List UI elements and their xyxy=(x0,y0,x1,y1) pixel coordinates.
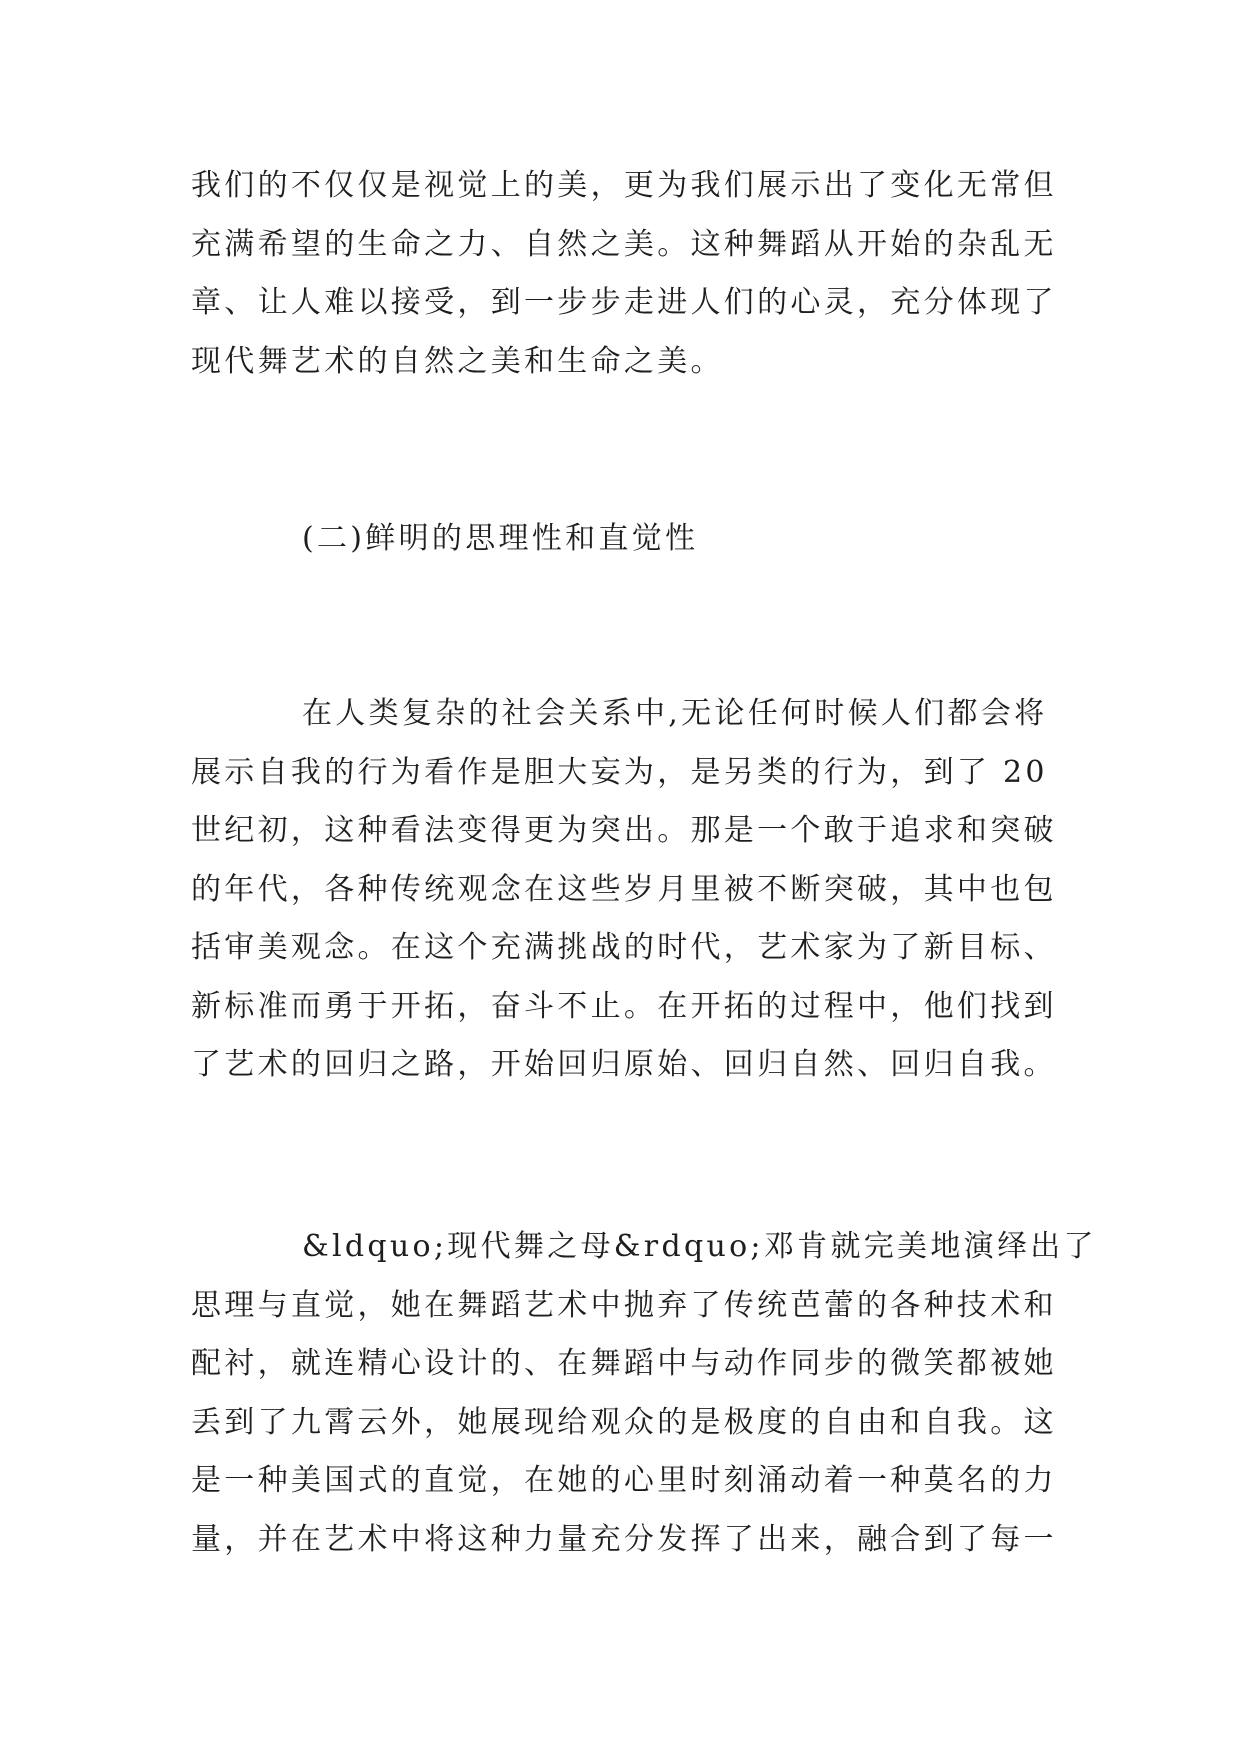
text-line: 思理与直觉，她在舞蹈艺术中抛弃了传统芭蕾的各种技术和 xyxy=(191,1287,1057,1323)
text-line: 括审美观念。在这个充满挑战的时代，艺术家为了新目标、 xyxy=(191,930,1057,965)
text-line: 展示自我的行为看作是胆大妄为，是另类的行为，到了 20 xyxy=(191,754,1048,790)
text-line: 章、让人难以接受，到一步步走进人们的心灵，充分体现了 xyxy=(191,285,1057,320)
text-line: 现代舞艺术的自然之美和生命之美。 xyxy=(191,343,724,379)
text-line: 的年代，各种传统观念在这些岁月里被不断突破，其中也包 xyxy=(191,871,1057,907)
text-line: 了艺术的回归之路，开始回归原始、回归自然、回归自我。 xyxy=(191,1047,1057,1082)
section-heading-text: (二)鲜明的思理性和直觉性 xyxy=(302,521,699,556)
paragraph-social-relations xyxy=(191,685,1151,1095)
paragraph-duncan xyxy=(191,1218,1151,1569)
paragraph-continuation xyxy=(191,157,1151,391)
text-line: 丢到了九霄云外，她展现给观众的是极度的自由和自我。这 xyxy=(191,1404,1057,1440)
text-line: 配衬，就连精心设计的、在舞蹈中与动作同步的微笑都被她 xyxy=(191,1346,1057,1381)
text-line: 新标准而勇于开拓，奋斗不止。在开拓的过程中，他们找到 xyxy=(191,988,1057,1024)
text-line: 是一种美国式的直觉，在她的心里时刻涌动着一种莫名的力 xyxy=(191,1463,1057,1498)
text-line: 在人类复杂的社会关系中,无论任何时候人们都会将 xyxy=(302,696,1048,731)
section-heading xyxy=(191,510,1151,569)
text-line: &ldquo;现代舞之母&rdquo;邓肯就完美地演绎出了 xyxy=(302,1229,1097,1264)
text-line: 世纪初，这种看法变得更为突出。那是一个敢于追求和突破 xyxy=(191,813,1057,848)
text-line: 我们的不仅仅是视觉上的美，更为我们展示出了变化无常但 xyxy=(191,168,1057,203)
text-line: 量，并在艺术中将这种力量充分发挥了出来，融合到了每一 xyxy=(191,1521,1057,1557)
text-line: 充满希望的生命之力、自然之美。这种舞蹈从开始的杂乱无 xyxy=(191,226,1057,262)
